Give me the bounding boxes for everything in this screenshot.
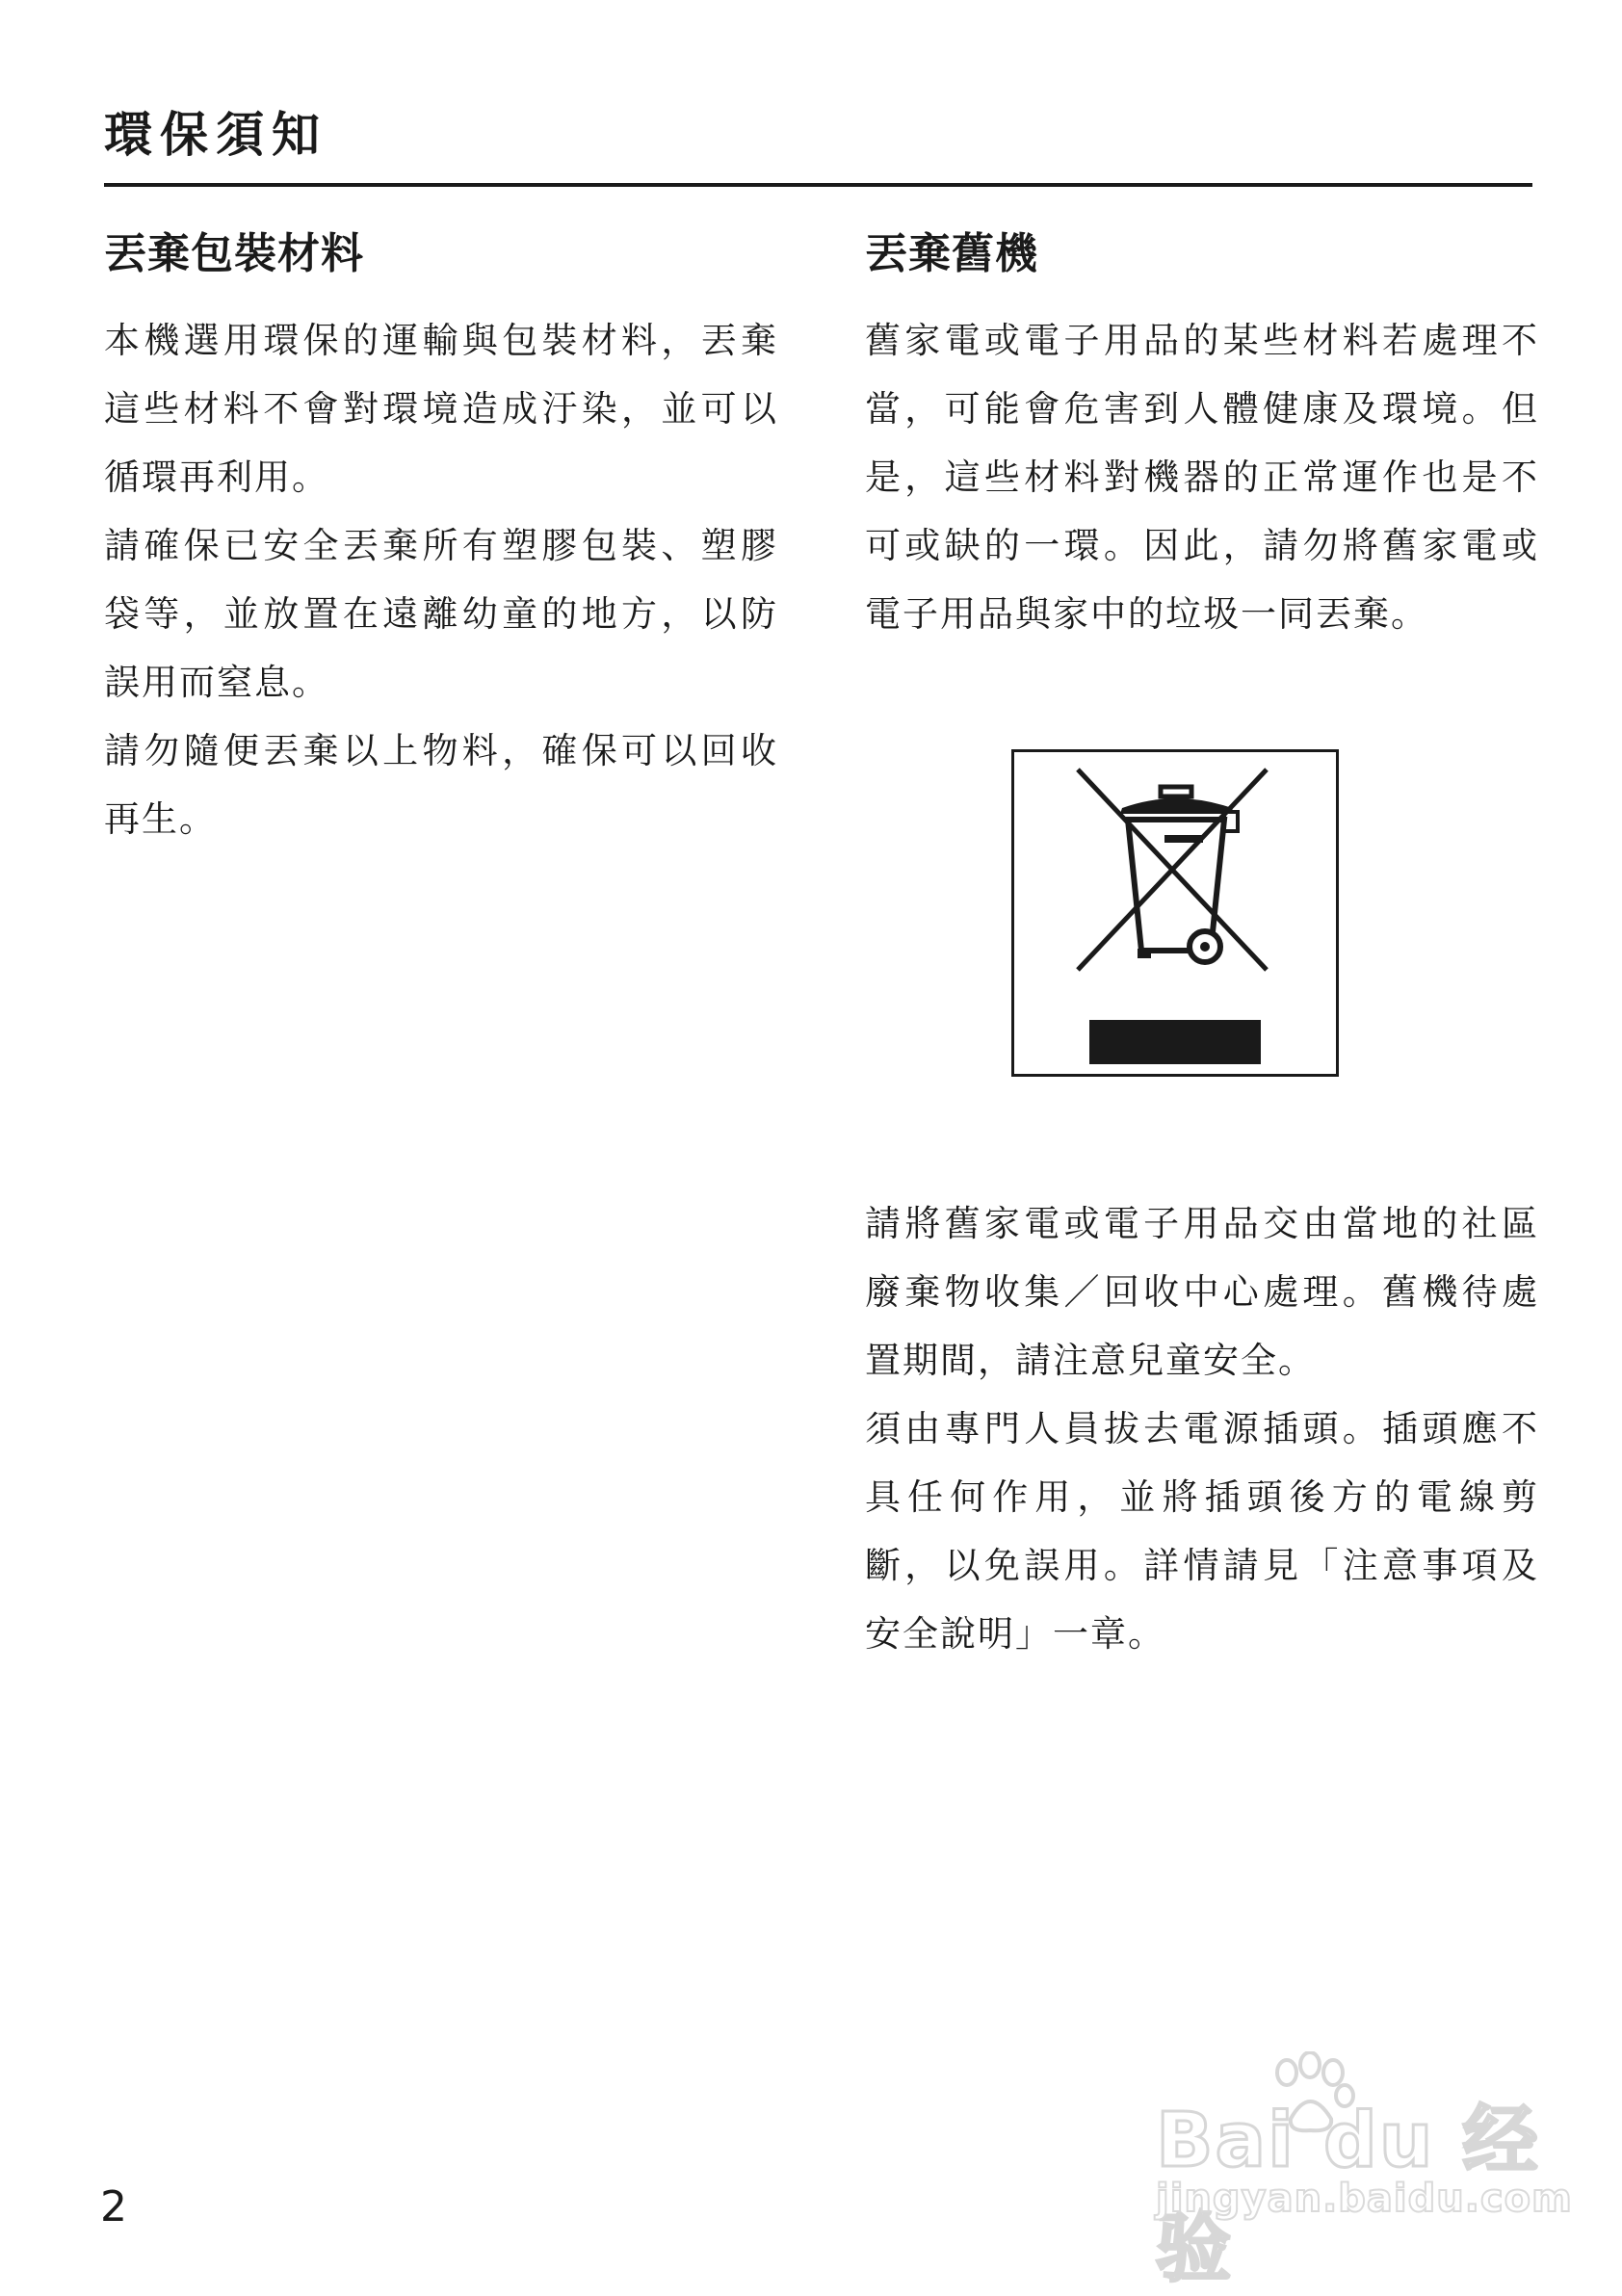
watermark-brand: Bai du 经验	[1156, 2098, 1540, 2292]
disposal-paragraph: 須由專門人員拔去電源插頭。插頭應不具任何作用，並將插頭後方的電線剪斷，以免誤用。詳情請見「注意事項及安全說明」一章。	[865, 1408, 1539, 1655]
page-number: 2	[100, 2182, 127, 2231]
weee-symbol	[1011, 749, 1339, 1077]
page-title: 環保須知	[104, 107, 327, 163]
disposal-paragraph: 請將舊家電或電子用品交由當地的社區廢棄物收集／回收中心處理。舊機待處置期間，請注意兒童安全。	[865, 1203, 1539, 1381]
packaging-paragraph: 請勿隨便丟棄以上物料，確保可以回收再生。	[104, 730, 778, 840]
packaging-paragraph: 本機選用環保的運輸與包裝材料，丟棄這些材料不會對環境造成汙染，並可以循環再利用。	[104, 320, 778, 498]
crossed-out-wheelie-bin-icon	[1014, 752, 1336, 1074]
left-column	[104, 223, 778, 853]
old-appliance-heading: 丟棄舊機	[865, 229, 1038, 278]
packaging-paragraph: 請確保已安全丟棄所有塑膠包裝、塑膠袋等，並放置在遠離幼童的地方，以防誤用而窒息。	[104, 525, 778, 703]
right-column	[865, 223, 1539, 648]
right-column-continued	[865, 1189, 1539, 1668]
packaging-heading: 丟棄包裝材料	[104, 229, 364, 278]
title-divider	[104, 183, 1532, 187]
baidu-watermark	[1137, 2051, 1573, 2292]
watermark-url: jingyan.baidu.com	[1156, 2177, 1573, 2221]
old-appliance-paragraph: 舊家電或電子用品的某些材料若處理不當，可能會危害到人體健康及環境。但是，這些材料對機器的正常運作也是不可或缺的一環。因此，請勿將舊家電或電子用品與家中的垃圾一同丟棄。	[865, 320, 1539, 635]
